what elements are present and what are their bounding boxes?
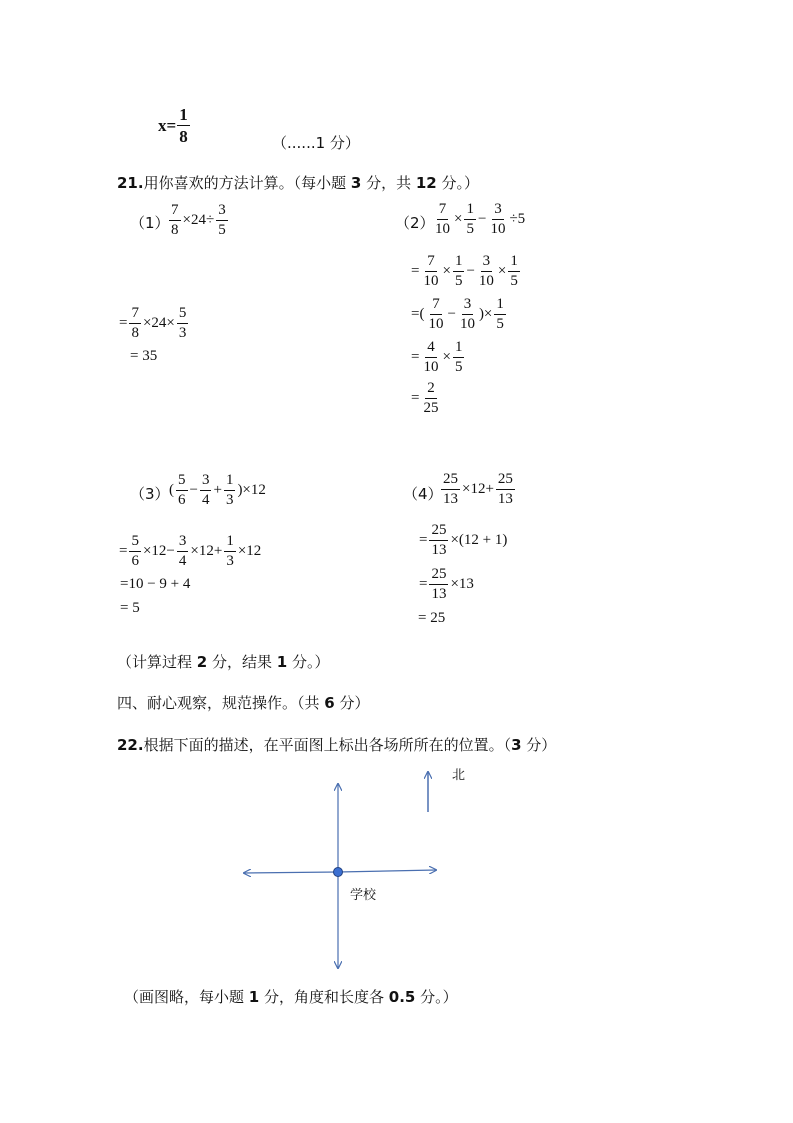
axis-left: [244, 872, 338, 873]
fraction: $\frac{1}{8}$: [179, 105, 188, 146]
problem-2-step-1: = $\frac{7}{10}$ × $\frac{1}{5}$ − $\frac{3}{10}$ × $\frac{1}{5}$: [411, 253, 518, 289]
score-note: （......1 分）: [272, 134, 360, 152]
school-label: 学校: [350, 888, 377, 903]
problem-1-expression: $\frac{7}{8}$ ×24÷ $\frac{3}{5}$: [171, 202, 226, 238]
problem-3-label: （3）: [130, 485, 170, 503]
problem-4-step-1: = $\frac{25}{13}$ ×(12 + 1): [419, 522, 508, 558]
problem-3-step-1: = $\frac{5}{6}$ ×12− $\frac{3}{4}$ ×12+ $\frac{1}{3}$ ×12: [119, 533, 262, 569]
grading-note: （计算过程 2 分，结果 1 分。）: [117, 653, 330, 671]
problem-2-step-3: = $\frac{4}{10}$ × $\frac{1}{5}$: [411, 339, 463, 375]
question-21-title: 21.用你喜欢的方法计算。（每小题 3 分，共 12 分。）: [117, 174, 479, 192]
school-dot: [334, 868, 343, 877]
problem-4-expression: $\frac{25}{13}$ ×12+ $\frac{25}{13}$: [443, 471, 513, 507]
problem-2-step-4: = $\frac{2}{25}$: [411, 380, 439, 416]
problem-1-step-2: = 35: [130, 348, 158, 364]
axis-right: [338, 870, 436, 872]
problem-1-step-1: = $\frac{7}{8}$ ×24× $\frac{5}{3}$: [119, 305, 187, 341]
problem-2-step-2: =( $\frac{7}{10}$ − $\frac{3}{10}$ )× $\frac{1}{5}$: [411, 296, 504, 332]
problem-3-step-3: = 5: [120, 600, 140, 616]
problem-4-label: （4）: [403, 485, 443, 503]
drawing-note: （画图略，每小题 1 分，角度和长度各 0.5 分。）: [124, 988, 458, 1006]
problem-3-expression: ( $\frac{5}{6}$ − $\frac{3}{4}$ + $\frac{1}{3}$ )×12: [169, 472, 266, 508]
problem-4-step-3: = 25: [418, 610, 446, 626]
problem-4-step-2: = $\frac{25}{13}$ ×13: [419, 566, 474, 602]
question-22-title: 22.根据下面的描述，在平面图上标出各场所所在的位置。（3 分）: [117, 736, 557, 754]
problem-2-expression: $\frac{7}{10}$ × $\frac{1}{5}$ − $\frac{3}{10}$ ÷5: [435, 201, 526, 237]
x-equals: x=: [158, 115, 177, 135]
problem-3-step-2: =10 − 9 + 4: [120, 576, 191, 592]
north-label: 北: [452, 768, 466, 783]
problem-2-label: （2）: [395, 214, 435, 232]
problem-1-label: （1）: [130, 214, 170, 232]
section-4-heading: 四、耐心观察，规范操作。（共 6 分）: [117, 694, 370, 712]
